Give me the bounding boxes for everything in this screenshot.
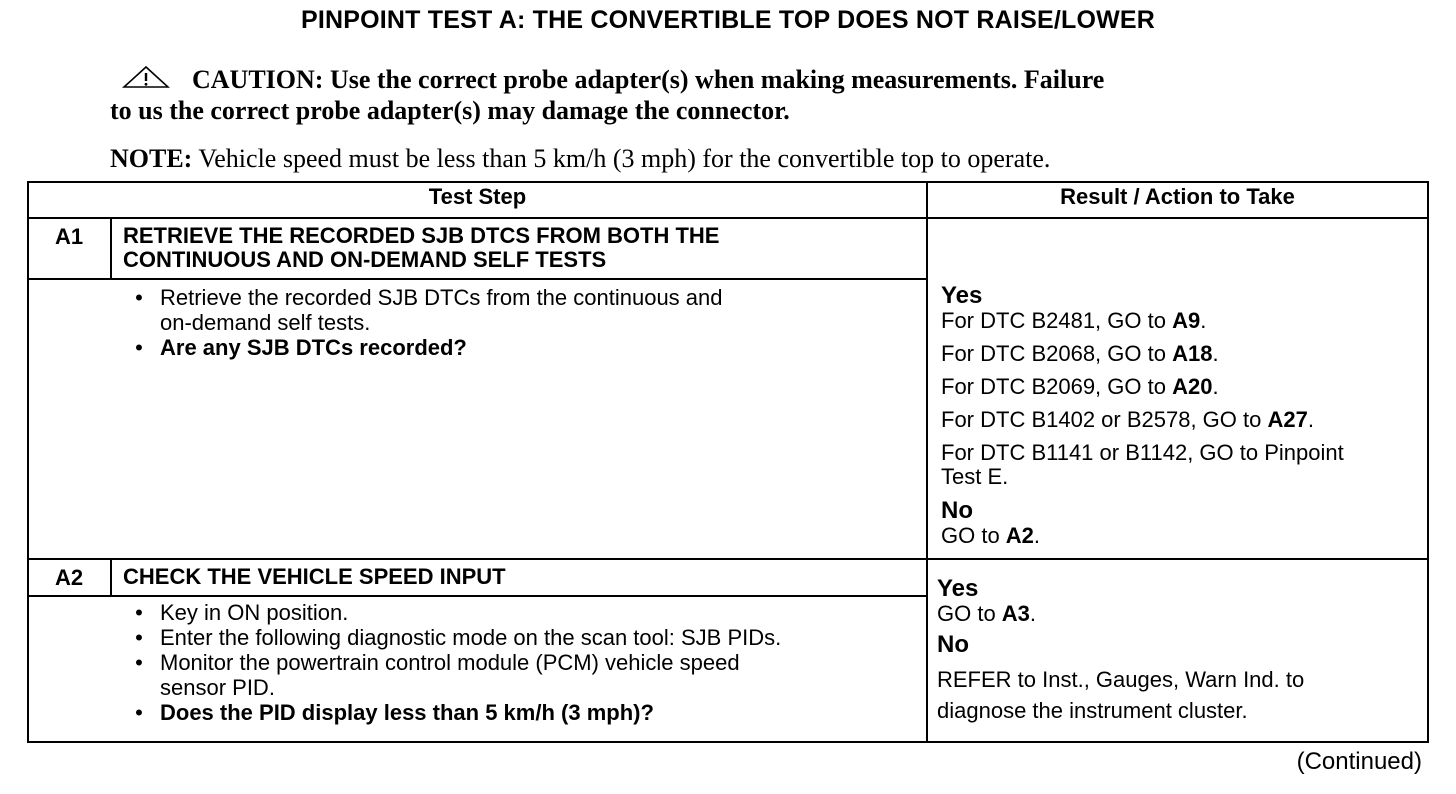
- list-item: • Does the PID display less than 5 km/h (3 mph)?: [135, 700, 654, 725]
- result-action: For DTC B2069, GO to A20.: [941, 374, 1219, 399]
- page-title: PINPOINT TEST A: THE CONVERTIBLE TOP DOES NOT RAISE/LOWER: [300, 6, 1156, 34]
- list-item: • Key in ON position.: [135, 600, 349, 625]
- step-a1-instructions: [118, 285, 918, 360]
- step-id-a1: A1: [54, 224, 84, 249]
- caution-block: [110, 64, 1340, 126]
- step-a2-results: [937, 576, 1417, 726]
- result-action: REFER to Inst., Gauges, Warn Ind. to diagnose the instrument cluster.: [937, 667, 1305, 723]
- list-item: • Retrieve the recorded SJB DTCs from the continuous and on-demand self tests.: [135, 285, 723, 335]
- result-action: For DTC B1402 or B2578, GO to A27.: [941, 407, 1314, 432]
- result-action: For DTC B1141 or B1142, GO to Pinpoint Test E.: [941, 440, 1344, 489]
- continued-label: (Continued): [1296, 748, 1422, 775]
- caution-label: CAUTION:: [192, 65, 324, 94]
- result-action: GO to A2.: [941, 523, 1041, 548]
- no-label: No: [937, 631, 969, 658]
- list-item: • Enter the following diagnostic mode on the scan tool: SJB PIDs.: [135, 625, 782, 650]
- step-title-a2: CHECK THE VEHICLE SPEED INPUT: [123, 564, 506, 589]
- yes-label: Yes: [941, 282, 983, 309]
- step-a2-instructions: [118, 600, 918, 725]
- result-action: For DTC B2481, GO to A9.: [941, 308, 1207, 333]
- result-action: GO to A3.: [937, 601, 1037, 626]
- header-test-step: Test Step: [428, 184, 527, 209]
- step-a1-results: [941, 283, 1421, 548]
- list-item: • Are any SJB DTCs recorded?: [135, 335, 467, 360]
- caution-text-line1: Use the correct probe adapter(s) when making measurements. Failure: [323, 65, 1105, 94]
- list-item: • Monitor the powertrain control module (PCM) vehicle speed sensor PID.: [135, 650, 740, 700]
- result-action: For DTC B2068, GO to A18.: [941, 341, 1219, 366]
- caution-text-line2: to us the correct probe adapter(s) may damage the connector.: [110, 96, 790, 125]
- no-label: No: [941, 497, 973, 524]
- note-text: Vehicle speed must be less than 5 km/h (3 mph) for the convertible top to operate.: [192, 144, 1051, 173]
- header-result-action: Result / Action to Take: [1060, 184, 1295, 209]
- note-block: [110, 143, 1360, 174]
- warning-triangle-icon: [122, 65, 170, 89]
- step-title-a1: RETRIEVE THE RECORDED SJB DTCS FROM BOTH THE CONTINUOUS AND ON-DEMAND SELF TESTS: [123, 223, 720, 272]
- note-label: NOTE:: [110, 144, 193, 173]
- step-id-a2: A2: [54, 565, 84, 590]
- yes-label: Yes: [937, 575, 979, 602]
